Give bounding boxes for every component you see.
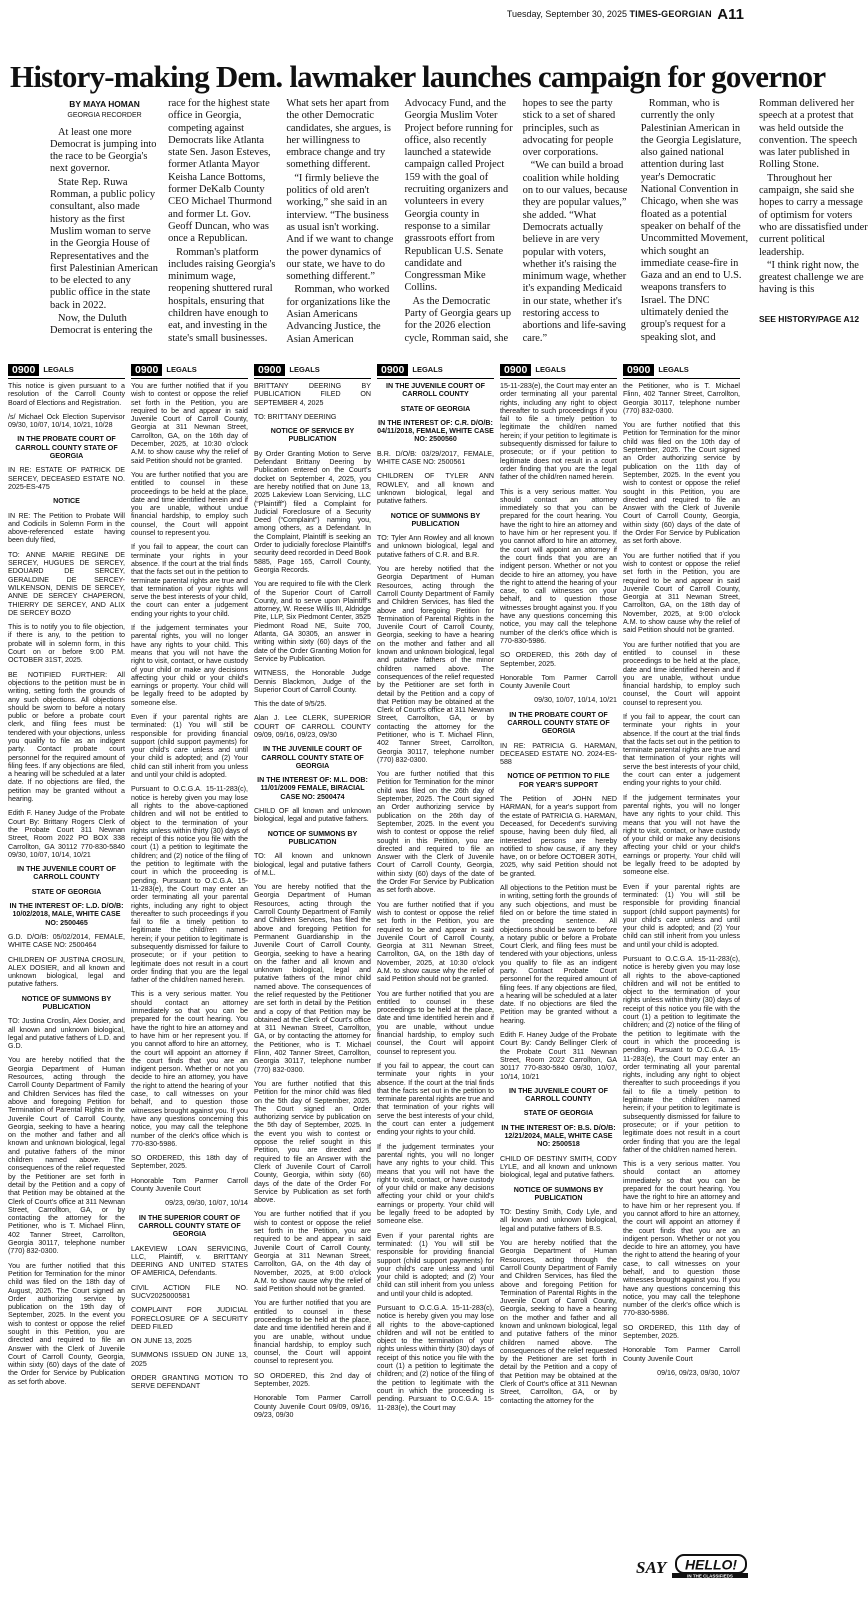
- legal-paragraph: 15-11-283(e), the Court may enter an order terminating all your parental rights, including any right to object thereafter to such proceedings if you fail to file a timely petition to legitimate the child/ren named herein; if your petition to legitimate is subsequently dismissed for failure to prosecute; or if your petition to legitimate does not result in a court order finding that you are the legal father of the child/ren named herein.: [500, 382, 617, 482]
- category-label: LEGALS: [535, 364, 566, 374]
- article-paragraph: “We can build a broad coalition while holding on to our values, because they are popular values,” she added. “What Democrats actually believe in are very popular with voters, whether it's raising the minimum wage, whether it's expanding Medicaid in our state, whether it's restoring access to abortions and life-saving care.”: [522, 160, 628, 344]
- category-code: 0900: [500, 364, 531, 376]
- legal-paragraph: This is to notify you to file objection, if there is any, to the petition to probate will in solemn form, in this Court on or before 9:00 P.M. OCTOBER 31ST, 2025.: [8, 623, 125, 665]
- legal-paragraph: You are further notified that this Petition for the minor child was filed on the 5th day of September, 2025. The Court signed an Order authorizing service by publication on the 5th day of September, 2025. In the event you wish to contest or oppose the relief sought in this Petition, you are directed and required to file an Answer with the Clerk of Juvenile Court of Carroll County, Georgia, within sixty (60) days of the date of the Order For Service by Publication as set forth above.: [254, 1079, 371, 1205]
- legal-paragraph: ORDER GRANTING MOTION TO SERVE DEFENDANT: [131, 1374, 248, 1391]
- article-headline: History-making Dem. lawmaker launches campaign for governor: [10, 59, 826, 94]
- legal-paragraph: NOTICE OF SERVICE BY PUBLICATION: [270, 427, 355, 444]
- legal-paragraph: TO: ANNE MARIE REGINE DE SERCEY, HUGUES DE SERCEY, EDOUARD DE SERCEY, GERALDINE DE SERCEY-WILKENSON, DENIS DE SERCEY, ANNE DE SERCEY CHAPERON, THIERRY DE SERCEY, AND ALIX DE SERCEY BOZO: [8, 550, 125, 617]
- legal-paragraph: CHILDREN OF JUSTINA CROSLIN, ALEX DOSIER, and all known and unknown biological, legal and putative fathers.: [8, 955, 125, 989]
- legals-category-header: [623, 362, 740, 379]
- legal-paragraph: You are further notified that if you wish to contest or oppose the relief set forth in the Petition, you are required to be and appear in said Juvenile Court of Carroll County, Georgia at 311 Newnan Street, Carrollton, GA, on the 18th day of November, 2025, at 10:30 o'clock A.M. to show cause why the relief of said Petition should not be granted.: [377, 900, 494, 984]
- legal-paragraph: B.R. D/O/B: 03/29/2017, FEMALE, WHITE CASE NO: 2500561: [377, 449, 494, 467]
- continued-jump-link[interactable]: SEE HISTORY/PAGE A12: [758, 313, 860, 324]
- legal-paragraph: CHILD OF DESTINY SMITH, CODY LYLE, and all known and unknown biological, legal and putative fathers.: [500, 1154, 617, 1180]
- legal-paragraph: /s/ Michael Ock Election Supervisor 09/30, 10/07, 10/14, 10/21, 10/28: [8, 412, 125, 430]
- legal-paragraph: You are hereby notified that the Georgia Department of Human Resources, acting through the Carroll County Department of Family and Children Services, has filed the above and foregoing Petition for Permanent Guardianship in the Juvenile Court of Carroll County, Georgia, seeking to have a hearing on the father and all known and unknown biological, legal and putative fathers of the minor child named above. The consequences of the relief requested by the Petitioner are set forth in detail by the Petition and a copy of that Petition may be obtained at the Clerk of Court's office at 311 Newnan Street, Carrollton, GA, or by contacting the attorney for the Petitioner, who is T. Michael Flinn, 402 Tanner Street, Carrollton, Georgia 30117, telephone number (770) 832-0300.: [254, 883, 371, 1074]
- legal-paragraph: NOTICE OF SUMMONS BY PUBLICATION: [390, 511, 481, 528]
- byline-org: GEORGIA RECORDER: [67, 112, 142, 120]
- legal-column: [500, 362, 617, 1592]
- legals-category-header: [500, 362, 617, 379]
- legal-paragraph: You are further notified that you are entitled to counsel in these proceedings to be held at the place, date and time identified herein and if you are unable, without undue financial hardship, to employ such counsel, the Court will appoint counsel to represent you.: [254, 1299, 371, 1366]
- byline-author: BY MAYA HOMAN: [69, 99, 140, 109]
- legal-paragraph: Pursuant to O.C.G.A. 15-11-283(c), notice is hereby given you may lose all rights to the above-captioned children and will not be entitled to object to the termination of your rights unless within thirty (30) days of receipt of this notice you file with the court (1) a petition to legitimate the children; and (2) notice of the filing of the petition to legitimate with the court in which the proceeding is pending. Pursuant to O.C.G.A. 15-11-283(e), the Court may: [377, 1303, 494, 1412]
- category-label: LEGALS: [412, 364, 443, 374]
- legal-paragraph: CHILDREN OF TYLER ANN ROWLEY, and all known and unknown biological, legal and putative fathers.: [377, 472, 494, 506]
- legal-paragraph: NOTICE: [53, 497, 80, 506]
- legal-paragraph: IN THE JUVENILE COURT OF CARROLL COUNTY: [17, 865, 116, 882]
- legal-paragraph: Edith F. Haney Judge of the Probate Court By: Candy Bellinger Clerk of the Probate Court 311 Newnan Street, Room 2022 Carrollton, GA 30117 770-830-5840 09/30, 10/07, 10/14, 10/21: [500, 1031, 617, 1081]
- legal-paragraph: TO: BRITTANY DEERING: [254, 412, 337, 421]
- category-code: 0900: [377, 364, 408, 376]
- article-paragraph: “I firmly believe the politics of old aren't working,” she said in an interview. “The business as usual isn't working. And if we want to change the power dynamics of our state, we have to do something different.”: [286, 172, 394, 283]
- legal-paragraph: You are further notified that you are entitled to counsel in these proceedings to be held at the place, date and time identified herein and if you are unable, without undue financial hardship, to employ such counsel, the Court will appoint counsel to represent you.: [131, 470, 248, 538]
- legal-paragraph: STATE OF GEORGIA: [400, 404, 471, 413]
- legal-paragraph: Honorable Tom Parmer Carroll County Juvenile Court: [623, 1346, 740, 1363]
- legal-paragraph: If you fail to appear, the court can terminate your rights in your absence. If the court at the trial finds that the facts set out in the petition to terminate parental rights are true and that termination of your rights will serve the best interests of your child, the court can enter a judgement ending your rights to your child.: [623, 712, 740, 788]
- article-paragraph: Romman's platform includes raising Georgia's minimum wage, reopening shuttered rural hospitals, ensuring that children have enough to eat, and investing in the state's small businesses. What sets her apart from the other Democratic candidates, she argues, is her willingness to embrace change and try something different.: [168, 98, 391, 344]
- logo-hello-text: HELLO!: [684, 1556, 738, 1573]
- legal-paragraph: G.D. D/O/B: 05/02/2014, FEMALE, WHITE CASE NO: 2500464: [8, 932, 125, 950]
- legal-paragraph: You are required to file with the Clerk of the Superior Court of Carroll County, and to serve upon Plaintiff's attorney, W. Reese Willis III, Aldridge Pite, LLP, Six Piedmont Center, 3525 Piedmont Road NE, Suite 700, Atlanta, GA 30305, an answer in writing within sixty (60) days of the date of the Order Granting Motion for Service by Publication.: [254, 580, 371, 663]
- legal-paragraph: TO: Destiny Smith, Cody Lyle, and all known and unknown biological, legal and putative fathers of B.S.: [500, 1208, 617, 1233]
- legal-paragraph: STATE OF GEORGIA: [31, 887, 102, 896]
- legal-paragraph: IN THE JUVENILE COURT OF CARROLL COUNTY: [509, 1086, 608, 1104]
- legal-paragraph: You are further notified that this Petition for Termination for the minor child was filed on the 10th day of September, 2025. The Court signed an Order authorizing service by publication on the 11th day of September, 2025. In the event you wish to contest or oppose the relief sought in this Petition, you are directed and required to file an Answer with the Clerk of Juvenile Court of Carroll County, Georgia, within sixty (60) days of the date of the Order For Service by Publication as set forth above.: [623, 421, 740, 546]
- category-label: LEGALS: [658, 364, 689, 374]
- article-paragraph: Now, the Duluth Democrat is entering the race for the highest state office in Georgia, competing against Democrats like Atlanta state Sen. Jason Esteves, former Atlanta Mayor Keisha Lance Bottoms, former DeKalb County CEO Michael Thurmond and former Lt. Gov. Geoff Duncan, who was once a Republican.: [50, 98, 272, 337]
- category-code: 0900: [623, 364, 654, 376]
- legal-paragraph: Even if your parental rights are terminated: (1) You will still be responsible for providing financial support (child support payments) for your child's care unless and until your child is adopted; and (2) Your child can still inherit from you unless and until your child is adopted.: [623, 882, 740, 949]
- legal-paragraph: NOTICE OF PETITION TO FILE FOR YEAR'S SUPPORT: [507, 772, 610, 789]
- legal-paragraph: Honorable Tom Parmer Carroll County Juvenile Court: [500, 673, 617, 691]
- masthead: [10, 6, 744, 22]
- category-code: 0900: [8, 364, 39, 376]
- legal-paragraph: IN RE: ESTATE OF PATRICK DE SERCEY, DECEASED ESTATE NO. 2025-ES-475: [8, 466, 125, 491]
- legal-paragraph: Alan J. Lee CLERK, SUPERIOR COURT OF CARROLL COUNTY 09/09, 09/16, 09/23, 09/30: [254, 714, 371, 739]
- legal-paragraph: TO: Tyler Ann Rowley and all known and unknown biological, legal and putative fathers of C.R. and B.R.: [377, 534, 494, 559]
- legal-paragraph: You are further notified that this Petition for Termination for the minor child was filed on the 26th day of September, 2025. The Court signed an Order authorizing service by publication on the 26th day of September, 2025. In the event you wish to contest or oppose the relief sought in this Petition, you are directed and required to file an Answer with the Clerk of Juvenile Court of Carroll County, Georgia, within sixty (60) days of the date of the Order For Service by Publication as set forth above.: [377, 770, 494, 895]
- legal-paragraph: This the date of 9/5/25.: [254, 700, 327, 709]
- legal-paragraph: Honorable Tom Parmer Carroll County Juvenile Court: [131, 1176, 248, 1194]
- category-label: LEGALS: [43, 364, 74, 374]
- article-paragraph: State Rep. Ruwa Romman, a public policy consultant, also made history as the first Muslim woman to serve in the Georgia House of Representatives and the first Palestinian American to be elected to any public office in the state back in 2022.: [50, 176, 158, 311]
- legal-paragraph: SO ORDERED, this 2nd day of September, 2025.: [254, 1371, 371, 1389]
- legal-paragraph: Even if your parental rights are terminated: (1) You will still be responsible for providing financial support (child support payments) for your child's care unless and until your child is adopted; and (2) Your child can still inherit from you unless and until your child is adopted.: [131, 712, 248, 780]
- article-paragraph: Throughout her campaign, she said she hopes to carry a message of optimism for voters who are dissatisfied under current political leadership.: [758, 172, 868, 258]
- legal-paragraph: You are further notified that if you wish to contest or oppose the relief set forth in the Petition, you are required to be and appear in said Juvenile Court of Carroll County, Georgia at 311 Newnan Street, Carrollton, GA, on the 16th day of December, 2025, at 10:30 o'clock A.M. to show cause why the relief of said Petition should not be granted.: [131, 382, 248, 465]
- legals-category-header: [131, 362, 248, 379]
- legal-paragraph: All objections to the Petition must be in writing, setting forth the grounds of any such objections, and must be filed on or before the time stated in the preceding sentence. All objections should be sworn to before a notary public or before a Probate Court Clerk, and filing fees must be tendered with your objections, unless you qualify to file as an indigent party. Contact Probate Court personnel for the required amount of filing fees. If any objections are filed, a hearing will be scheduled at a later date. If no objections are filed the Petition may be granted without a hearing.: [500, 884, 617, 1025]
- legal-paragraph: STATE OF GEORGIA: [523, 1109, 594, 1118]
- legal-paragraph: NOTICE OF SUMMONS BY PUBLICATION: [21, 994, 112, 1011]
- legal-paragraph: This notice is given pursuant to a resolution of the Carroll County Board of Elections and Registration.: [8, 382, 125, 407]
- legals-category-header: [377, 362, 494, 379]
- article-paragraph: Romman, who is currently the only Palestinian American in the Georgia Legislature, also gained national attention during last year's Democratic National Convention in Chicago, when she was floated as a potential speaker on behalf of the Uncommitted Movement, which sought an immediate cease-fire in Gaza and an end to U.S. weapons transfers to Israel. The DNC ultimately denied the group's request for a speaking slot, and Romman delivered her speech at a protest that was held outside the convention. The speech was later published in Rolling Stone.: [640, 98, 858, 343]
- legal-paragraph: IN THE JUVENILE COURT OF CARROLL COUNTY: [386, 382, 485, 399]
- legal-paragraph: BRITTANY DEERING BY PUBLICATION FILED ON SEPTEMBER 4, 2025: [254, 382, 371, 407]
- legal-paragraph: You are further notified that if you wish to contest or oppose the relief set forth in the Petition, you are required to be and appear in said Juvenile Court of Carroll County, Georgia at 311 Newnan Street, Carrollton, GA, on the 4th day of November, 2025, at 9:00 o'clock A.M. to show cause why the relief of said Petition should not be granted.: [254, 1210, 371, 1294]
- legal-paragraph: You are further notified that you are entitled to counsel in these proceedings to be held at the place, date and time identified herein and if you are unable, without undue financial hardship, to employ such counsel, the Court will appoint counsel to represent you.: [623, 640, 740, 707]
- article-body: [50, 98, 868, 346]
- legal-paragraph: This is a very serious matter. You should contact an attorney immediately so that you can be prepared for the court hearing. You have the right to hire an attorney and to have him or her represent you. If you cannot afford to hire an attorney, the court will appoint an attorney if the court finds that you are an indigent person. Whether or not you decide to hire an attorney, you have the right to attend the hearing of your case, to call witnesses on your behalf, and to question those witnesses brought against you. If you have any questions concerning this notice, you may call the telephone number of the clerk's office which is 770-830-5986.: [131, 990, 248, 1148]
- logo-tag-text: IN THE CLASSIFIEDS: [687, 1573, 733, 1579]
- legal-paragraph: CHILD OF all known and unknown biological, legal and putative fathers.: [254, 807, 371, 824]
- legal-paragraph: You are hereby notified that the Georgia Department of Human Resources, acting through the Carroll County Department of Family and Children Services, has filed the above and foregoing Petition for Termination of Parental Rights in the Juvenile Court of Carroll County, Georgia, seeking to have a hearing on the mother and father and all known and unknown biological, legal and putative fathers of the minor children named above. The consequences of the relief requested by the Petitioner are set forth in detail by the Petition and a copy of that Petition may be obtained at the Clerk of Court's office at 311 Newnan Street, Carrollton, GA, or by contacting the attorney for the: [500, 1239, 617, 1405]
- issue-date: Tuesday, September 30, 2025: [506, 9, 627, 19]
- legal-paragraph: WITNESS, the Honorable Judge Dennis Blackmon, Judge of the Superior Court of Carroll County.: [254, 669, 371, 694]
- legal-paragraph: By Order Granting Motion to Serve Defendant Brittany Deering by Publication entered on the Court's docket on September 4, 2025, you are hereby notified that on June 13, 2025 Lakeview Loan Servicing, LLC (“Plaintiff”) filed a Complaint for Judicial Foreclosure of a Security Deed (“Complaint”) naming you, among others, as a Defendant. In the Complaint, Plaintiff is seeking an Order to judicially foreclose Plaintiff's security deed recorded in Deed Book 5885, Page 165, Carroll County, Georgia Records.: [254, 449, 371, 574]
- legal-paragraph: NOTICE OF SUMMONS BY PUBLICATION: [267, 829, 358, 846]
- legal-paragraph: IN THE SUPERIOR COURT OF CARROLL COUNTY STATE OF GEORGIA: [138, 1213, 241, 1239]
- legal-paragraph: 09/23, 09/30, 10/07, 10/14: [165, 1199, 248, 1208]
- say-hello-classifieds-logo: [634, 1553, 750, 1579]
- legal-paragraph: If you fail to appear, the court can terminate your rights in your absence. If the court at the trial finds that the facts set out in the petition to terminate parental rights are true and that termination of your rights will serve the best interests of your child, the court can enter a judgement ending your rights to your child.: [377, 1061, 494, 1137]
- legal-paragraph: IN THE PROBATE COURT OF CARROLL COUNTY STATE OF GEORGIA: [15, 435, 118, 461]
- legal-paragraph: IN THE INTEREST OF: M.L. DOB: 11/01/2009 FEMALE, BIRACIAL CASE NO: 2500474: [257, 776, 368, 801]
- article-paragraph: As the Democratic Party of Georgia gears up for the 2026 election cycle, Romman said, she hopes to see the party stick to a set of shared principles, such as advocating for people over corporations.: [404, 98, 616, 344]
- legal-paragraph: LAKEVIEW LOAN SERVICING, LLC, Plaintiff, v. BRITTANY DEERING AND UNITED STATES OF AMERICA, Defendants.: [131, 1244, 248, 1278]
- legal-paragraph: IN THE JUVENILE COURT OF CARROLL COUNTY STATE OF GEORGIA: [261, 745, 364, 770]
- legal-paragraph: If you fail to appear, the court can terminate your rights in your absence. If the court at the trial finds that the facts set out in the petition to terminate parental rights are true and that termination of your rights will serve the best interests of your child, the court can enter a judgement ending your rights to your child.: [131, 543, 248, 618]
- legal-paragraph: SO ORDERED, this 18th day of September, 2025.: [131, 1154, 248, 1171]
- legal-paragraph: IN RE: PATRICIA G. HARMAN, DECEASED ESTATE NO. 2024-ES-588: [500, 741, 617, 767]
- category-label: LEGALS: [166, 364, 197, 374]
- legal-paragraph: You are further notified that you are entitled to counsel in these proceedings to be held at the place, date and time identified herein and if you are unable, without undue financial hardship, to employ such counsel, the Court will appoint counsel to represent you.: [377, 989, 494, 1056]
- legal-paragraph: The Petition of JOHN NED HARMAN, for a year's support from the estate of PATRICIA G. HARMAN, Deceased, for Decedent's surviving spouse, having been duly filed, all interested persons are hereby notified to show cause, if any they have, on or before OCTOBER 30TH, 2025, why said Petition should not be granted.: [500, 795, 617, 878]
- legal-paragraph: 09/30, 10/07, 10/14, 10/21: [534, 696, 617, 705]
- logo-say-text: SAY: [636, 1558, 667, 1577]
- legal-paragraph: This is a very serious matter. You should contact an attorney immediately so that you can be prepared for the court hearing. You have the right to hire an attorney and to have him or her represent you. If you cannot afford to hire an attorney, the court will appoint an attorney if the court finds that you are an indigent person. Whether or not you decide to hire an attorney, you have the right to attend the hearing of your case, to call witnesses on your behalf, and to question those witnesses brought against you. If you have any questions concerning this notice, you may call the telephone number of the clerk's office which is 770-830-5986.: [623, 1160, 740, 1318]
- article-paragraph: “I think right now, the greatest challenge we are having is this: [758, 259, 864, 296]
- legal-paragraph: Pursuant to O.C.G.A. 15-11-283(c), notice is hereby given you may lose all rights to the above-captioned children and will not be entitled to object to the termination of your rights unless within thirty (30) days of receipt of this notice you file with the court (1) a petition to legitimate the children; and (2) notice of the filing of the petition to legitimate with the court in which the proceeding is pending. Pursuant to O.C.G.A. 15-11-283(e), the Court may enter an order terminating all your parental rights, including any right to object thereafter to such proceedings if you fail to file a timely petition to legitimate the child/ren named herein; if your petition to legitimate is subsequently dismissed for failure to prosecute; or if your petition to legitimate does not result in a court order finding that you are the legal father of the child/ren named herein.: [131, 785, 248, 985]
- legal-paragraph: IN THE INTEREST OF: C.R. D/O/B: 04/11/2018, FEMALE, WHITE CASE NO: 2500560: [377, 418, 494, 444]
- legal-paragraph: SO ORDERED, this 11th day of September, 2025.: [623, 1323, 740, 1341]
- legal-column: [8, 362, 125, 1592]
- legal-paragraph: If the judgement terminates your parental rights, you will no longer have any rights to your child. This means that you will not have the right to visit, contact, or have custody of your child or make any decisions affecting your child or your child's earnings or property. Your child will be legally freed to be adopted by someone else.: [623, 793, 740, 877]
- legal-column: [254, 362, 371, 1592]
- legal-column: [377, 362, 494, 1592]
- legal-paragraph: This is a very serious matter. You should contact an attorney immediately so that you can be prepared for the court hearing. You have the right to hire an attorney and to have him or her represent you. If you cannot afford to hire an attorney, the court will appoint an attorney if the court finds that you are an indigent person. Whether or not you decide to hire an attorney, you have the right to attend the hearing of your case, to call witnesses on your behalf, and to question those witnesses brought against you. If you have any questions concerning this notice, you may call the telephone number of the clerk's office which is 770-830-5986.: [500, 487, 617, 645]
- legals-category-header: [254, 362, 371, 379]
- category-code: 0900: [131, 364, 162, 376]
- legal-paragraph: IN THE PROBATE COURT OF CARROLL COUNTY STATE OF GEORGIA: [507, 710, 610, 736]
- page-number: A11: [717, 6, 744, 23]
- legal-paragraph: Honorable Tom Parmer Carroll County Juvenile Court 09/09, 09/16, 09/23, 09/30: [254, 1394, 371, 1419]
- article-paragraph: Romman, who worked for organizations like the Asian Americans Advancing Justice, the Asian American Advocacy Fund, and the Georgia Muslim Voter Project before running for office, also recently launched a statewide campaign called Project 159 with the goal of recruiting organizers and volunteers in every Georgia county in response to a similar grassroots effort from Republican U.S. Senate candidate and Congressman Mike Collins.: [286, 98, 513, 345]
- legal-paragraph: You are further notified that this Petition for Termination for the minor child was filed on the 18th day of August, 2025. The Court signed an Order authorizing service by publication on the 19th day of September, 2025. In the event you wish to contest or oppose the relief sought in this Petition, you are directed and required to file an Answer with the Clerk of Juvenile Court of Carroll County, Georgia, within sixty (60) days of the date of the Order for Service by Publication as set forth above.: [8, 1261, 125, 1386]
- legal-paragraph: BE NOTIFIED FURTHER: All objections to the petition must be in writing, setting forth the grounds of any such objections. All objections should be sworn to before a notary public or before a probate court clerk, and filing fees must be tendered with your objections, unless you qualify to file as an indigent party. Contact probate court personnel for the required amount of filing fees. If any objections are filed, a hearing will be scheduled at a later date. If no objections are filed, the petition may be granted without a hearing.: [8, 670, 125, 804]
- legal-paragraph: the Petitioner, who is T. Michael Flinn, 402 Tanner Street, Carrollton, Georgia 30117, telephone number (770) 832-0300.: [623, 382, 740, 415]
- legal-paragraph: Even if your parental rights are terminated: (1) You will still be responsible for providing financial support (child support payments) for your child's care unless and until your child is adopted; and (2) Your child can still inherit from you unless and until your child is adopted.: [377, 1231, 494, 1298]
- legals-category-header: [8, 362, 125, 379]
- legal-column: [131, 362, 248, 1592]
- paper-name: TIMES-GEORGIAN: [629, 9, 712, 19]
- legal-paragraph: Edith F. Haney Judge of the Probate Court By: Brittany Rogers Clerk of the Probate Court 311 Newnan Street, Room 2022 PO BOX 338 Carrollton, GA 30112 770-830-5840 09/30, 10/07, 10/14, 10/21: [8, 809, 125, 859]
- legal-paragraph: You are hereby notified that the Georgia Department of Human Resources, acting through the Carroll County Department of Family and Children Services has filed the above and foregoing Petition for Termination of Parental Rights in the Juvenile Court of Carroll County, Georgia, seeking to have a hearing on the mother and father and all known and unknown biological, legal and putative fathers of the minor children named above. The consequences of the relief requested by the Petitioner are set forth in detail by the Petition and a copy of that Petition may be obtained at the Clerk of Court's office at 311 Newnan Street, Carrollton, GA, or by contacting the attorney for the Petitioner, who is T. Michael Flinn, 402 Tanner Street, Carrollton, Georgia 30117, telephone number (770) 832-0300.: [8, 1056, 125, 1256]
- legal-column: [623, 362, 740, 1592]
- legal-paragraph: TO: Justina Croslin, Alex Dosier, and all known and unknown biological, legal and putative fathers of L.D. and G.D.: [8, 1017, 125, 1051]
- article-paragraph: At least one more Democrat is jumping into the race to be Georgia's next governor.: [50, 126, 157, 175]
- legal-paragraph: SUMMONS ISSUED ON JUNE 13, 2025: [131, 1351, 248, 1368]
- legal-paragraph: NOTICE OF SUMMONS BY PUBLICATION: [513, 1185, 604, 1202]
- legal-paragraph: If the judgement terminates your parental rights, you will no longer have any rights to your child. This means that you will not have the right to visit, contact, or have custody of your child or make any decisions affecting your child or your child's earnings or property. Your child will be legally freed to be adopted by someone else.: [377, 1142, 494, 1226]
- legal-paragraph: You are hereby notified that the Georgia Department of Human Resources, acting through the Carroll County Department of Family and Children Services, has filed the above and foregoing Petition for Termination of Parental Rights in the Juvenile Court of Carroll County, Georgia, seeking to have a hearing on the mother and father and all known and unknown biological, legal and putative fathers of the minor children named above. The consequences of the relief requested by the Petitioner are set forth in detail by the Petition and a copy of that Petition may be obtained at the Clerk of Court's office at 311 Newnan Street, Carrollton, GA, or by contacting the attorney for the Petitioner, who is T. Michael Flinn, 402 Tanner Street, Carrollton, Georgia 30117, telephone number (770) 832-0300.: [377, 565, 494, 764]
- category-label: LEGALS: [289, 364, 320, 374]
- legal-paragraph: SO ORDERED, this 26th day of September, 2025.: [500, 651, 617, 668]
- legal-paragraph: TO: All known and unknown biological, legal and putative fathers of M.L.: [254, 852, 371, 877]
- legal-paragraph: Pursuant to O.C.G.A. 15-11-283(c), notice is hereby given you may lose all rights to the above-captioned children and will not be entitled to object to the termination of your rights unless within thirty (30) days of receipt of this notice you file with the court (1) a petition to legitimate the children; and (2) notice of the filing of the petition to legitimate with the court in which the proceeding is pending. Pursuant to O.C.G.A. 15-11-283(e), the Court may enter an order terminating all your parental rights, including any right to object thereafter to such proceedings if you fail to file a timely petition to legitimate the child/ren named herein; if your petition to legitimate is subsequently dismissed for failure to prosecute; or if your petition to legitimate does not result in a court order finding that you are the legal father of the child/ren named herein.: [623, 955, 740, 1154]
- legal-paragraph: COMPLAINT FOR JUDICIAL FORECLOSURE OF A SECURITY DEED FILED: [131, 1306, 248, 1331]
- legal-paragraph: 09/16, 09/23, 09/30, 10/07: [657, 1368, 740, 1377]
- legal-paragraph: You are further notified that if you wish to contest or oppose the relief set forth in the Petition, you are required to be and appear in said Juvenile Court of Carroll County, Georgia at 311 Newnan Street, Carrollton, GA, on the 18th day of November, 2025, at 9:00 o'clock A.M. to show cause why the relief of said Petition should not be granted.: [623, 551, 740, 635]
- legal-paragraph: IN THE INTEREST OF: B.S. D/O/B: 12/21/2024, MALE, WHITE CASE NO: 2500518: [501, 1123, 616, 1149]
- legal-paragraph: IN RE: The Petition to Probate Will and Codicils in Solemn Form in the above-referenced estate having been duly filed,: [8, 511, 125, 545]
- legal-paragraph: IN THE INTEREST OF: L.D. D/O/B: 10/02/2018, MALE, WHITE CASE NO: 2500465: [9, 902, 124, 927]
- legal-paragraph: CIVIL ACTION FILE NO. SUCV2025000581: [131, 1283, 248, 1300]
- category-code: 0900: [254, 364, 285, 376]
- legal-paragraph: If the judgement terminates your parental rights, you will no longer have any rights to your child. This means that you will not have the right to visit, contact, or have custody of your child or make any decisions affecting your child or your child's earnings or property. Your child will be legally freed to be adopted by someone else.: [131, 624, 248, 707]
- legal-paragraph: ON JUNE 13, 2025: [131, 1337, 192, 1346]
